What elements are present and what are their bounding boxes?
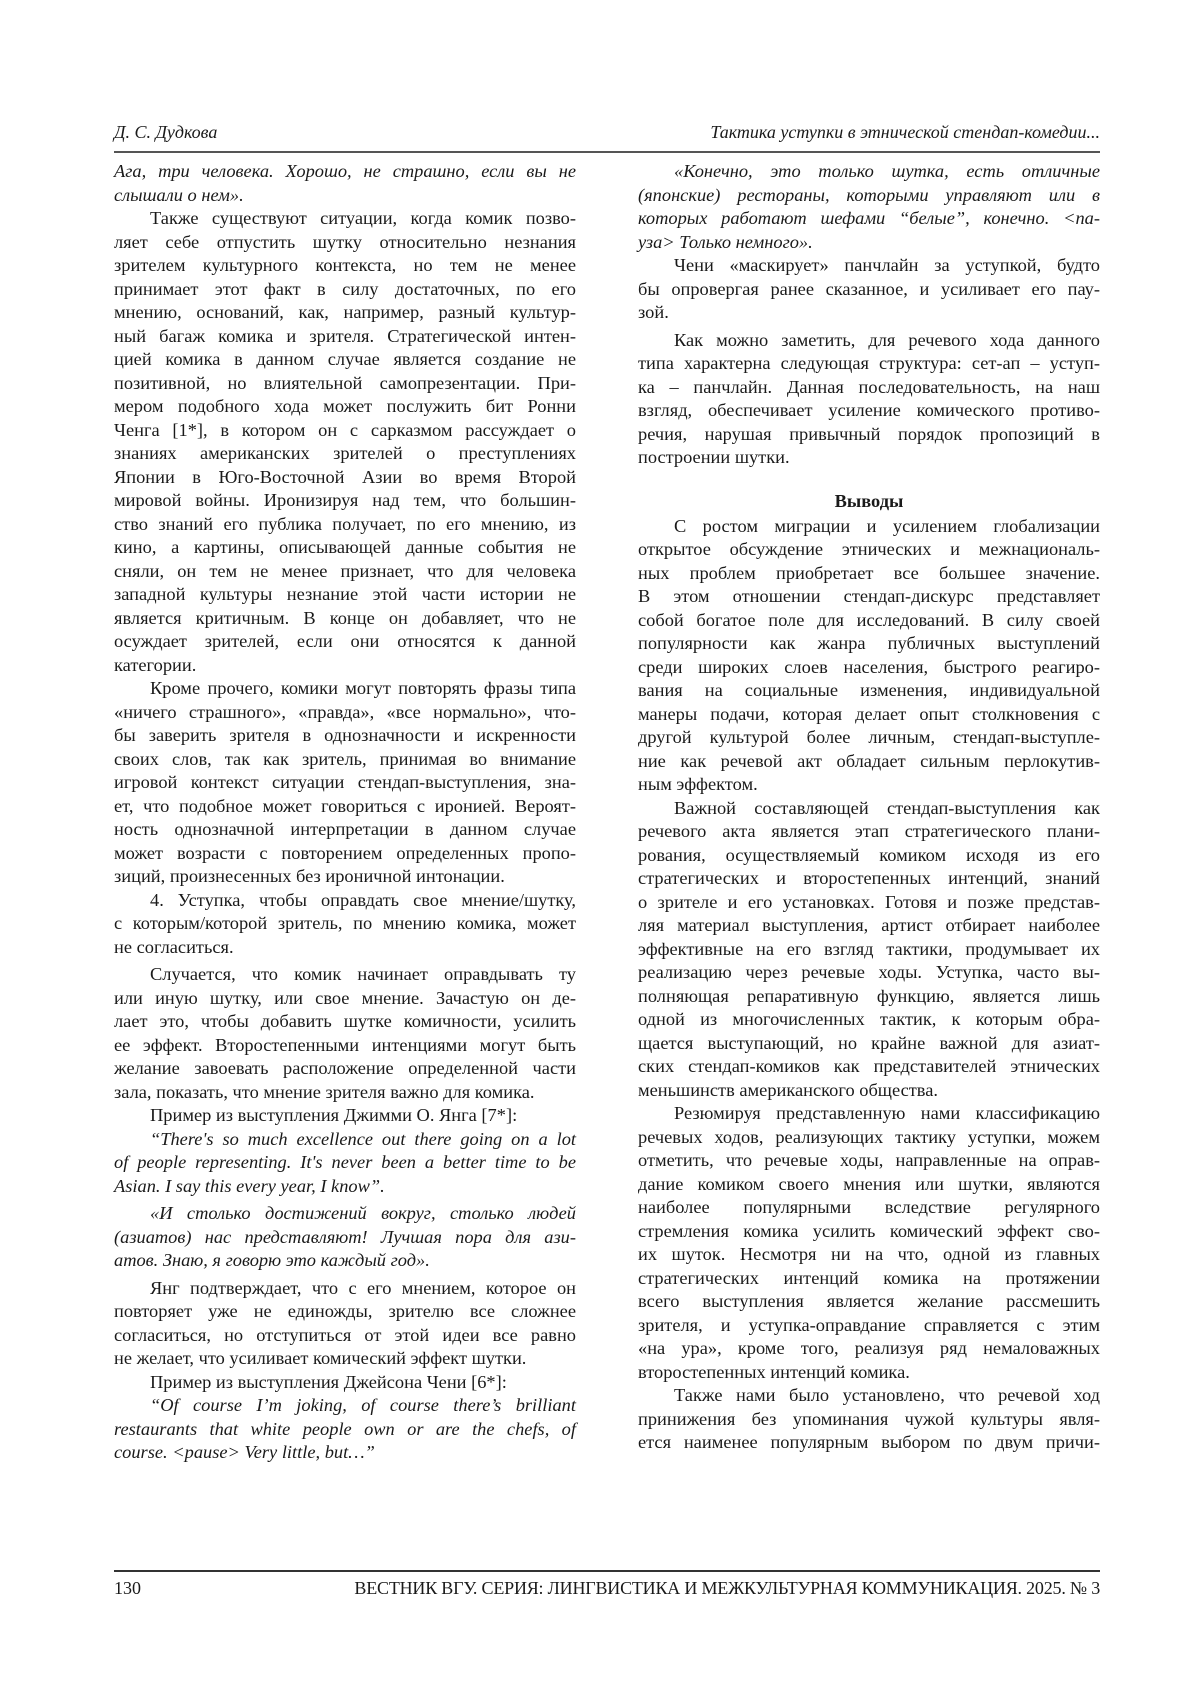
text-line: ских стендап-комиков как представителей этнических (638, 1056, 1100, 1076)
right-column (638, 160, 1100, 1455)
text-line: категории. (114, 654, 197, 675)
text-line: Янг подтверждает, что с его мнением, которое он (150, 1277, 576, 1298)
text-line: одной из многочисленных тактик, к которым обра- (638, 1009, 1100, 1029)
text-line: всего выступления является желание рассмешить (638, 1291, 1100, 1311)
text-line: отметить, что речевые ходы, направленные на оправ- (638, 1150, 1100, 1170)
text-line: Чени «маскирует» панчлайн за уступкой, будто (674, 255, 1100, 275)
text-line: Asian. I say this every year, I know”. (114, 1175, 385, 1196)
text-line: цией комика в данном случае является создание не (114, 349, 576, 369)
text-line: “Of course I’m joking, of course there’s brilliant (150, 1395, 576, 1415)
text-line: «на ура», кроме того, реализуя ряд немаловажных (638, 1338, 1100, 1358)
text-line: дание комиком своего мнения или шутки, являются (638, 1173, 1100, 1194)
text-line: бы опровергая ранее сказанное, и усиливает его пау- (638, 278, 1100, 299)
text-line: (японские) рестораны, которыми управляют или в (638, 184, 1100, 205)
text-line: С ростом миграции и усилением глобализации (674, 515, 1100, 536)
text-line: стремления комика усилить комический эффект сво- (638, 1220, 1100, 1241)
text-line: Пример из выступления Джейсона Чени [6*]: (150, 1371, 507, 1392)
text-line: Как можно заметить, для речевого хода данного (674, 329, 1100, 350)
text-line: западной культуры незнание этой части истории не (114, 584, 576, 604)
text-line: ее эффект. Второстепенными интенциями могут быть (114, 1034, 576, 1055)
text-line: ется наименее популярным выбором по двум причи- (638, 1432, 1100, 1452)
header-author: Д. С. Дудкова (114, 122, 218, 142)
text-line: осуждает зрителей, если они относятся к данной (114, 631, 576, 651)
journal-title: ВЕСТНИК ВГУ. СЕРИЯ: ЛИНГВИСТИКА И МЕЖКУЛЬТУРНАЯ КОММУНИКАЦИЯ. 2025. № 3 (354, 1578, 1100, 1598)
text-line: типа характерна следующая структура: сет-ап – уступ- (638, 353, 1100, 373)
text-line: уза> Только немного». (638, 231, 813, 252)
text-line: речия, нарушая привычный порядок пропозиций в (638, 423, 1100, 444)
text-line: Также существуют ситуации, когда комик позво- (150, 208, 576, 228)
text-line: которых работают шефами “белые”, конечно. <па- (638, 208, 1100, 228)
text-line: Ченга [1*], в котором он с сарказмом рассуждает о (114, 419, 576, 440)
text-line: Пример из выступления Джимми О. Янга [7*]: (150, 1105, 518, 1125)
text-line: рования, осуществляемый комиком исходя из его (638, 844, 1100, 865)
text-line: речевого акта является этап стратегического плани- (638, 821, 1100, 841)
text-line: Японии в Юго-Восточной Азии во время Второй (114, 466, 576, 487)
footer-rule (114, 1570, 1100, 1572)
text-line: знаниях американских зрителей о преступлениях (114, 443, 576, 463)
text-line: стратегических интенций комика на протяжении (638, 1267, 1100, 1288)
text-line: или иную шутку, или свое мнение. Зачастую он де- (114, 987, 576, 1008)
text-line: Важной составляющей стендап-выступления как (674, 797, 1100, 818)
text-line: второстепенных интенций комика. (638, 1361, 910, 1382)
text-line: среди широких слоев населения, быстрого реагиро- (638, 656, 1100, 677)
text-line: Случается, что комик начинает оправдывать ту (150, 964, 576, 984)
text-line: принимает этот факт в силу достаточных, по его (114, 278, 576, 299)
text-line: ляет себе отпустить шутку относительно незнания (114, 231, 576, 252)
text-line: наиболее популярными вследствие регулярного (638, 1197, 1100, 1217)
text-line: эффективные на его взгляд тактики, продумывает их (638, 938, 1100, 959)
text-line: щается выступающий, но крайне важной для азиат- (638, 1032, 1100, 1053)
text-line: другой культурой более личным, стендап-выступле- (638, 727, 1100, 747)
text-line: с которым/которой зритель, по мнению комика, может (114, 913, 576, 933)
text-line: Также нами было установлено, что речевой ход (674, 1385, 1100, 1405)
text-line: Кроме прочего, комики могут повторять фразы типа (150, 678, 576, 698)
text-line: зрителем культурного контекста, но тем не менее (114, 255, 576, 275)
text-line: ет, что подобное может говориться с иронией. Вероят- (114, 795, 576, 816)
text-line: «И столько достижений вокруг, столько людей (150, 1203, 576, 1223)
text-line: ность однозначной интерпретации в данном случае (114, 819, 576, 839)
text-line: повторяет уже не единожды, зрителю все сложнее (114, 1301, 576, 1321)
text-line: манеры подачи, которая делает опыт столкновения с (638, 703, 1100, 724)
text-line: мером подобного хода может послужить бит Ронни (114, 396, 576, 416)
text-line: принижения без упоминания чужой культуры явля- (638, 1408, 1100, 1429)
text-line: кино, а картины, описывающей данные события не (114, 537, 576, 557)
page-number: 130 (114, 1578, 141, 1598)
text-line: мировой войны. Иронизируя над тем, что большин- (114, 490, 576, 510)
text-line: В этом отношении стендап-дискурс представляет (638, 586, 1100, 606)
running-header (114, 122, 1100, 148)
text-line: о зрителе и его установках. Готовя и позже представ- (638, 891, 1100, 912)
text-line: «ничего страшного», «правда», «все нормально», что- (114, 701, 576, 722)
text-line: игровой контекст ситуации стендап-выступления, зна- (114, 772, 576, 792)
text-line: вания на социальные изменения, индивидуальной (638, 680, 1100, 700)
text-line: мнению, оснований, как, например, разный культур- (114, 302, 576, 322)
text-line: «Конечно, это только шутка, есть отличные (674, 161, 1100, 181)
text-line: Резюмируя представленную нами классификацию (674, 1103, 1100, 1123)
text-line: сняли, он тем не менее признает, что для человека (114, 560, 576, 581)
text-line: не согласиться. (114, 936, 234, 957)
text-line: построении шутки. (638, 447, 790, 467)
text-line: ляя материал выступления, артист отбирает наиболее (638, 915, 1100, 935)
text-line: “There's so much excellence out there going on a lot (150, 1128, 576, 1149)
text-line: популярности как жанра публичных выступлений (638, 633, 1100, 653)
section-heading: Выводы (834, 490, 904, 511)
text-line: of people representing. It's never been a better time to be (114, 1152, 576, 1172)
text-line: стратегических и второстепенных интенций, знаний (638, 868, 1100, 888)
text-line: атов. Знаю, я говорю это каждый год». (114, 1250, 430, 1270)
left-column (114, 160, 576, 1465)
text-line: желание завоевать расположение определенной части (114, 1058, 576, 1078)
text-line: (азиатов) нас представляют! Лучшая пора для ази- (114, 1226, 576, 1247)
text-line: полняющая репаративную функцию, является лишь (638, 985, 1100, 1006)
text-line: является критичным. В конце он добавляет, что не (114, 607, 576, 628)
text-line: course. <pause> Very little, but…” (114, 1442, 375, 1462)
text-line: взгляд, обеспечивает усиление комического противо- (638, 400, 1100, 420)
text-line: их шуток. Несмотря ни на что, одной из главных (638, 1244, 1100, 1264)
text-line: речевых ходов, реализующих тактику уступки, можем (638, 1126, 1100, 1147)
text-line: реализацию через речевые ходы. Уступка, часто вы- (638, 962, 1100, 982)
text-line: своих слов, так как зритель, принимая во внимание (114, 748, 576, 769)
text-line: ный багаж комика и зрителя. Стратегической интен- (114, 325, 576, 346)
text-line: слышали о нем». (114, 184, 244, 205)
text-line: restaurants that white people own or are the chefs, of (114, 1418, 576, 1439)
text-line: зой. (638, 302, 669, 322)
text-line: бы заверить зрителя в однозначности и искренности (114, 725, 576, 745)
text-line: лает это, чтобы добавить шутке комичности, усилить (114, 1011, 576, 1031)
text-line: не желает, что усиливает комический эффект шутки. (114, 1348, 527, 1368)
text-line: ных проблем приобретает все большее значение. (638, 562, 1100, 583)
text-line: зрителя, и уступка-оправдание справляется с этим (638, 1314, 1100, 1335)
text-line: 4. Уступка, чтобы оправдать свое мнение/шутку, (150, 889, 576, 910)
text-line: меньшинств американского общества. (638, 1079, 938, 1100)
text-line: может возрасти с повторением определенных пропо- (114, 842, 576, 863)
text-line: Ага, три человека. Хорошо, не страшно, если вы не (114, 161, 576, 181)
text-line: ние как речевой акт обладает сильным перлокутив- (638, 750, 1100, 771)
header-running-title: Тактика уступки в этнической стендап-комедии... (710, 122, 1100, 142)
text-line: зала, показать, что мнение зрителя важно для комика. (114, 1081, 535, 1102)
text-line: ство знаний его публика получает, по его мнению, из (114, 513, 576, 534)
text-line: ка – панчлайн. Данная последовательность, на наш (638, 376, 1100, 397)
text-line: позитивной, но влиятельной самопрезентации. При- (114, 372, 576, 393)
text-line: согласиться, но отступиться от этой идеи все равно (114, 1324, 576, 1345)
text-line: собой богатое поле для исследований. В силу своей (638, 609, 1100, 630)
text-line: открытое обсуждение этнических и межнациональ- (638, 539, 1100, 559)
text-line: зиций, произнесенных без ироничной интонации. (114, 866, 505, 886)
header-rule (114, 151, 1100, 153)
text-line: ным эффектом. (638, 774, 758, 794)
